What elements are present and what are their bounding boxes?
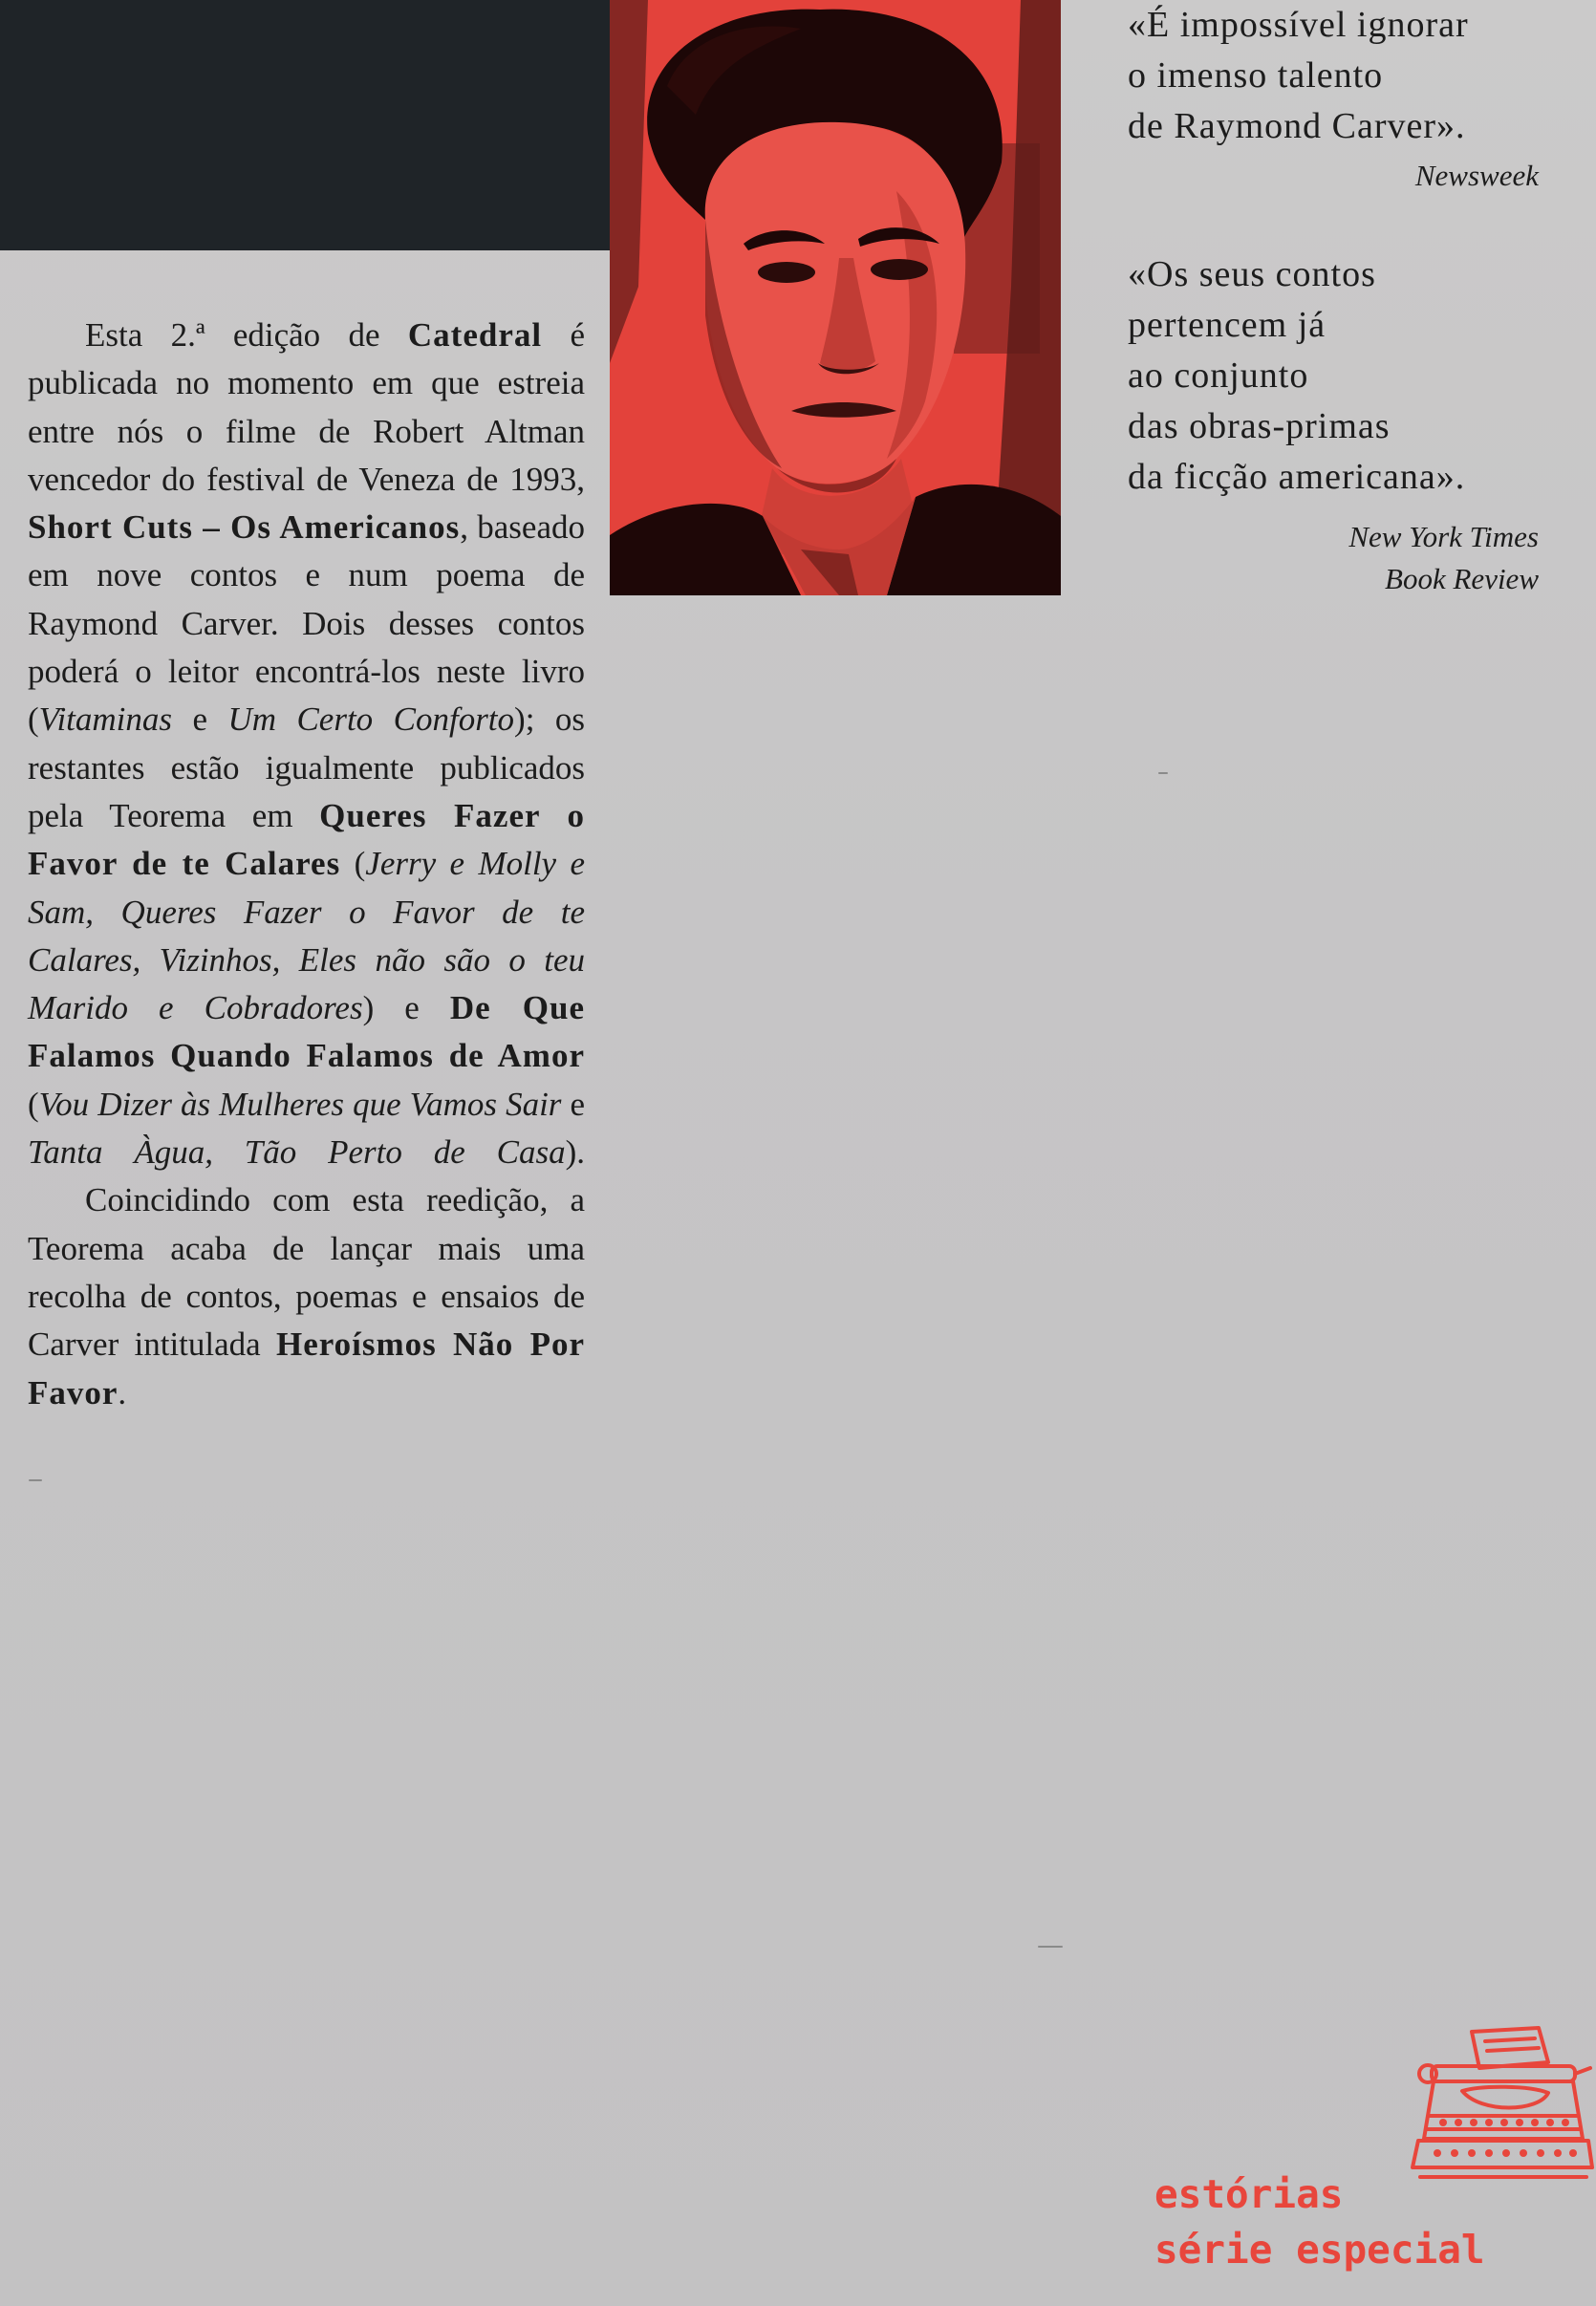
- typewriter-icon: [1405, 2024, 1594, 2188]
- source-line: New York Times: [1348, 520, 1539, 553]
- title-de-que-falamos: De Que Falamos Quando Falamos de Amor: [28, 989, 585, 1075]
- speck: [1038, 1946, 1063, 1948]
- text-span: (: [340, 845, 366, 883]
- speck: [29, 1479, 42, 1481]
- title-queres-fazer: Queres Fazer o Favor de te Calares: [28, 796, 585, 883]
- text-span: e: [561, 1085, 585, 1123]
- text-span: Coincidindo com esta reedição, a Teorema acaba de lançar mais uma recolha de contos, poemas e ensaios de Carver intitulada: [28, 1181, 585, 1364]
- title-short-cuts: Short Cuts – Os Americanos: [28, 508, 461, 547]
- title-heroismos: Heroísmos Não Por Favor: [28, 1325, 585, 1412]
- quote-newsweek: [1128, 0, 1548, 152]
- description-text: [28, 312, 585, 1417]
- text-span: ).: [565, 1133, 585, 1172]
- text-span: (: [28, 1085, 39, 1123]
- text-span: Esta 2.ª edição de: [85, 316, 408, 354]
- quote-line: ao conjunto: [1128, 356, 1309, 396]
- story-title: Vitaminas: [38, 700, 173, 739]
- quote-line: «É impossível ignorar: [1128, 5, 1469, 45]
- quote-line: pertencem já: [1128, 305, 1326, 345]
- text-span: , baseado em nove contos e num poema de Raymond Carver. Dois desses contos poderá o leitor encontrá-los neste livro (: [28, 508, 585, 739]
- quote-nyt: [1128, 249, 1548, 503]
- series-label-estorias: estórias: [1154, 2171, 1344, 2217]
- story-title: Jerry e Molly e Sam, Queres Fazer o Favor de te Calares, Vizinhos, Eles não são o teu Marido e Cobradores: [28, 845, 586, 1027]
- quote-source-newsweek: [1415, 155, 1539, 197]
- paragraph-2: [28, 1176, 585, 1416]
- text-span: e: [172, 700, 228, 739]
- source-line: Newsweek: [1414, 159, 1539, 192]
- dark-header-band: [0, 0, 610, 250]
- quote-line: das obras-primas: [1128, 406, 1391, 446]
- story-title: Vou Dizer às Mulheres que Vamos Sair: [38, 1085, 562, 1123]
- story-title: Um Certo Conforto: [227, 700, 515, 739]
- series-label-especial: série especial: [1154, 2227, 1485, 2273]
- text-span: .: [118, 1373, 127, 1412]
- quote-line: «Os seus contos: [1128, 254, 1376, 294]
- paragraph-1: [28, 312, 585, 1176]
- text-span: ); os restantes estão igualmente publicados pela Teorema em: [28, 700, 585, 834]
- source-line: Book Review: [1385, 562, 1539, 595]
- author-portrait: [610, 0, 1061, 595]
- story-title: Tanta Àgua, Tão Perto de Casa: [28, 1133, 566, 1172]
- quote-line: da ficção americana».: [1128, 457, 1466, 497]
- title-catedral: Catedral: [407, 316, 543, 354]
- text-span: é publicada no momento em que estreia entre nós o filme de Robert Altman vencedor do festival de Veneza de 1993,: [28, 316, 585, 498]
- quote-line: o imenso talento: [1128, 55, 1384, 96]
- quote-source-nyt: [1348, 516, 1539, 600]
- text-span: ) e: [362, 989, 450, 1027]
- quote-line: de Raymond Carver».: [1128, 106, 1466, 146]
- speck: [1158, 772, 1168, 774]
